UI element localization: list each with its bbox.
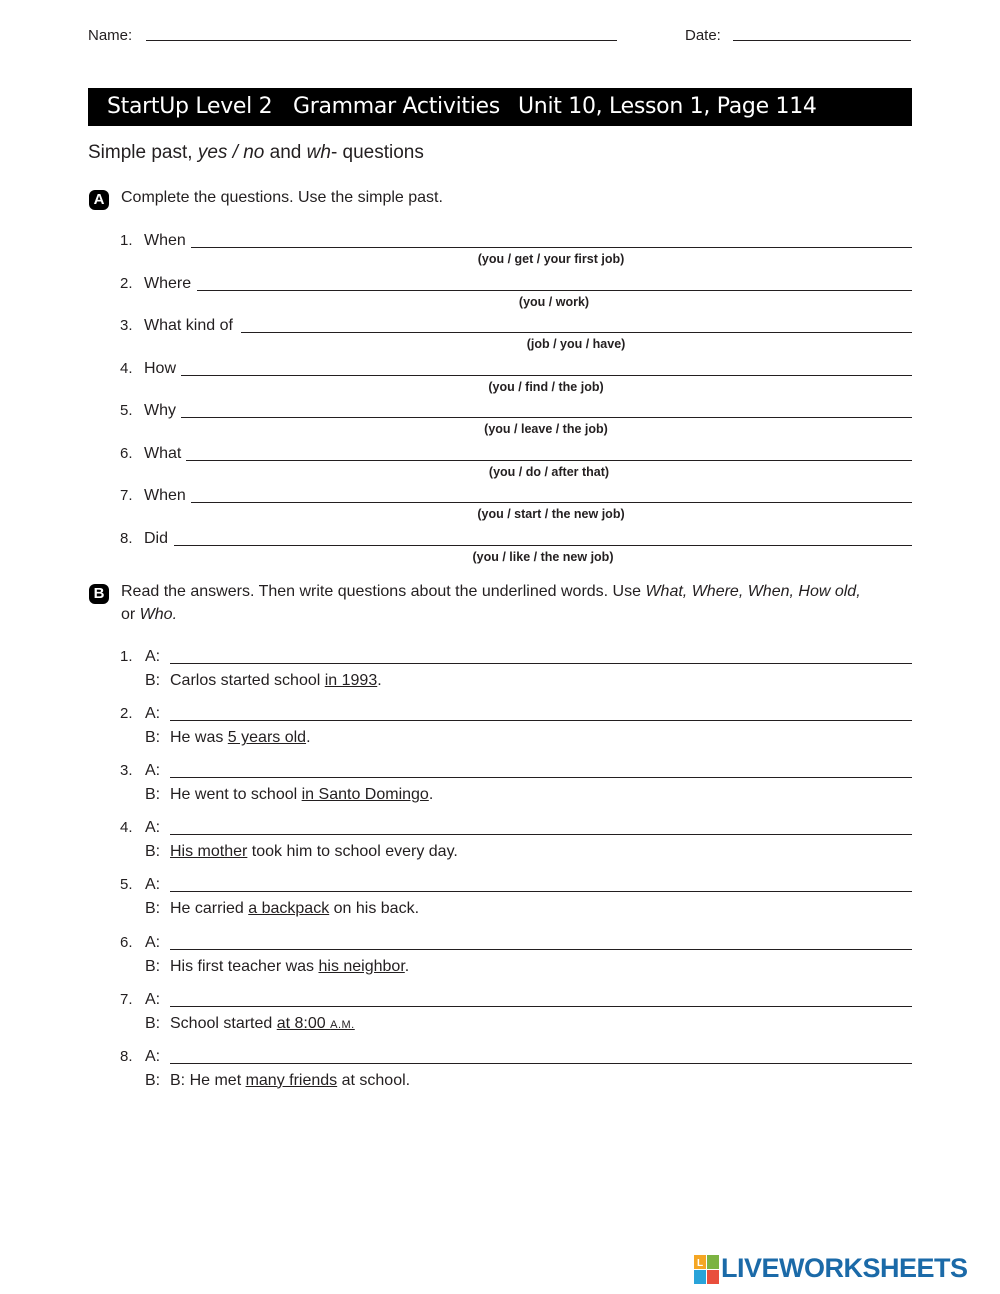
section-b-item	[0, 705, 1000, 762]
section-b-item	[0, 991, 1000, 1048]
item-number: 2.	[120, 705, 133, 723]
answer-input-line[interactable]	[191, 502, 912, 503]
section-b-instruction: Read the answers. Then write questions about the underlined words. Use What, Where, When, How old,	[121, 583, 861, 600]
question-stem: What kind of	[144, 317, 233, 334]
answer-text-before: He went to school	[170, 786, 302, 804]
underlined-target: in 1993	[324, 672, 378, 689]
date-label: Date:	[685, 27, 721, 44]
underlined-target: His mother	[170, 843, 248, 861]
answer-text-after: on his back.	[329, 900, 420, 918]
section-a-item	[0, 317, 1000, 359]
answer-input-line[interactable]	[174, 545, 912, 546]
title-unit: Unit 10, Lesson 1, Page 114	[518, 94, 817, 119]
item-number: 6.	[120, 444, 133, 462]
speaker-b-label: B:	[145, 843, 161, 861]
speaker-a-label: A:	[145, 819, 161, 837]
date-input-line[interactable]	[733, 40, 911, 41]
title-activities: Grammar Activities	[293, 94, 500, 119]
question-input-line[interactable]	[170, 1063, 912, 1064]
item-number: 6.	[120, 933, 133, 951]
question-input-line[interactable]	[170, 720, 912, 721]
answer-text-after: .	[428, 786, 434, 804]
section-a-item	[0, 275, 1000, 317]
underlined-target: his neighbor	[318, 957, 405, 975]
underlined-target: many friends	[245, 1071, 338, 1089]
answer-sentence	[145, 786, 433, 804]
title-level: StartUp Level 2	[107, 94, 273, 119]
question-stem: What	[144, 444, 182, 462]
page-subtitle: Simple past, yes / no and wh- questions	[88, 142, 424, 163]
question-hint: (you / start / the new job)	[477, 507, 625, 521]
answer-sentence	[145, 729, 311, 747]
answer-input-line[interactable]	[191, 247, 912, 248]
answer-text-before: He was	[170, 729, 228, 747]
answer-text-after: .	[306, 729, 311, 747]
answer-text-before: School started	[170, 1014, 277, 1032]
item-number: 3.	[120, 317, 133, 334]
item-number: 5.	[120, 876, 133, 894]
answer-sentence	[145, 958, 409, 976]
section-a-item	[0, 360, 1000, 402]
answer-sentence	[145, 843, 458, 861]
question-stem: When	[144, 232, 186, 249]
question-input-line[interactable]	[170, 949, 912, 950]
section-a-item	[0, 232, 1000, 274]
section-b-item	[0, 934, 1000, 991]
title-bar	[88, 88, 912, 126]
section-a-badge: A	[89, 190, 109, 210]
answer-input-line[interactable]	[186, 460, 912, 461]
speaker-a-label: A:	[145, 876, 161, 894]
question-stem: Did	[144, 529, 169, 547]
question-input-line[interactable]	[170, 891, 912, 892]
speaker-a-label: A:	[145, 1047, 161, 1065]
item-number: 1.	[120, 232, 133, 249]
liveworksheets-logo-icon	[694, 1255, 720, 1285]
speaker-a-label: A:	[145, 705, 161, 723]
section-a-item	[0, 445, 1000, 487]
name-label: Name:	[88, 27, 133, 44]
question-hint: (you / do / after that)	[488, 464, 610, 479]
section-b-item	[0, 1048, 1000, 1105]
section-b-item	[0, 762, 1000, 819]
question-hint: (you / get / your first job)	[477, 252, 625, 266]
question-stem: When	[144, 487, 186, 504]
item-number: 3.	[120, 762, 133, 780]
speaker-b-label: B:	[145, 672, 161, 689]
answer-text-after: .	[377, 672, 382, 689]
name-input-line[interactable]	[146, 40, 617, 41]
underlined-target: 5 years old	[227, 729, 307, 747]
answer-text-before: His first teacher was	[170, 957, 319, 975]
item-number: 8.	[120, 529, 133, 547]
speaker-a-label: A:	[145, 933, 161, 951]
item-number: 4.	[120, 359, 133, 377]
item-number: 2.	[120, 274, 133, 292]
answer-text-after: at school.	[337, 1071, 411, 1089]
answer-text-after: took him to school every day.	[247, 843, 458, 861]
speaker-a-label: A:	[145, 990, 161, 1008]
section-b-instruction-line2: or Who.	[121, 606, 178, 623]
underlined-target: in Santo Domingo	[301, 786, 429, 804]
speaker-a-label: A:	[145, 648, 161, 665]
item-number: 4.	[120, 819, 133, 837]
question-hint: (you / work)	[518, 294, 590, 309]
speaker-b-label: B:	[145, 1071, 161, 1089]
section-b-item	[0, 819, 1000, 876]
question-stem: Where	[144, 274, 192, 292]
answer-text-after: .	[404, 957, 410, 975]
speaker-b-label: B:	[145, 1014, 161, 1032]
section-a-item	[0, 487, 1000, 529]
item-number: 1.	[120, 648, 133, 665]
answer-sentence	[145, 1015, 355, 1033]
section-b-item	[0, 876, 1000, 933]
answer-sentence	[145, 672, 382, 690]
speaker-b-label: B:	[145, 957, 161, 975]
answer-input-line[interactable]	[181, 375, 912, 376]
question-stem: How	[144, 359, 177, 377]
section-b-item	[0, 648, 1000, 705]
answer-input-line[interactable]	[197, 290, 912, 291]
speaker-b-label: B:	[145, 729, 161, 747]
answer-text-before: He carried	[170, 900, 249, 918]
item-number: 8.	[120, 1047, 133, 1065]
answer-text-before: Carlos started school	[170, 672, 325, 689]
underlined-target: a backpack	[248, 900, 330, 918]
svg-text:L: L	[696, 1258, 704, 1269]
question-hint: (you / find / the job)	[488, 379, 604, 394]
item-number: 5.	[120, 402, 133, 419]
answer-text-before: B: He met	[170, 1071, 246, 1089]
item-number: 7.	[120, 487, 133, 504]
underlined-target: at 8:00 A.M.	[276, 1014, 355, 1032]
speaker-b-label: B:	[145, 786, 161, 804]
question-input-line[interactable]	[170, 834, 912, 835]
question-stem: Why	[144, 402, 176, 419]
question-input-line[interactable]	[170, 777, 912, 778]
answer-input-line[interactable]	[241, 332, 912, 333]
question-input-line[interactable]	[170, 1006, 912, 1007]
speaker-b-label: B:	[145, 900, 161, 918]
answer-sentence	[145, 1072, 410, 1090]
section-b-badge: B	[89, 584, 109, 604]
liveworksheets-logo-text: LIVEWORKSHEETS	[721, 1253, 968, 1283]
section-a-item	[0, 530, 1000, 572]
section-a-item	[0, 402, 1000, 444]
question-input-line[interactable]	[170, 663, 912, 664]
answer-sentence	[145, 900, 419, 918]
section-a-instruction: Complete the questions. Use the simple past.	[121, 189, 443, 206]
question-hint: (job / you / have)	[526, 337, 626, 351]
speaker-a-label: A:	[145, 762, 161, 780]
question-hint: (you / like / the new job)	[472, 549, 614, 564]
answer-input-line[interactable]	[181, 417, 912, 418]
question-hint: (you / leave / the job)	[484, 422, 608, 436]
item-number: 7.	[120, 990, 133, 1008]
